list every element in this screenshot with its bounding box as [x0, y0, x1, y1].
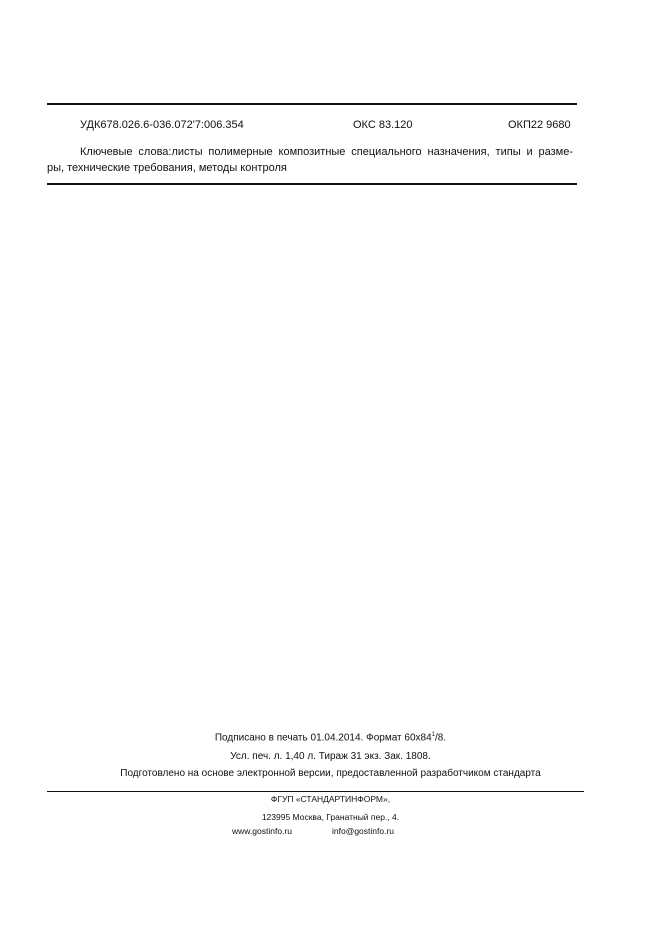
oks-code: ОКС 83.120	[353, 119, 413, 131]
keywords-block	[47, 144, 573, 176]
keywords-line-2: ры, технические требования, методы контроля	[47, 162, 287, 174]
format-suffix: /8.	[435, 732, 447, 744]
top-rule	[47, 103, 577, 105]
signed-text: Подписано в печать 01.04.2014. Формат 60x84	[214, 732, 432, 744]
prepared-note: Подготовлено на основе электронной версии, предоставленной разработчиком стандарта	[120, 768, 541, 779]
publisher-website[interactable]: www.gostinfo.ru	[232, 826, 292, 836]
okp-code: ОКП22 9680	[508, 119, 571, 131]
keywords-bottom-rule	[47, 183, 577, 185]
print-sheets: Усл. печ. л. 1,40 л. Тираж 31 экз. Зак. 1808.	[230, 751, 431, 762]
udk-code: УДК678.026.6-036.072'7:006.354	[80, 119, 244, 131]
keywords-line-1: Ключевые слова:листы полимерные композитные специального назначения, типы и разме-	[80, 146, 573, 158]
publisher-address: 123995 Москва, Гранатный пер., 4.	[261, 812, 400, 822]
imprint-rule	[47, 791, 584, 792]
signed-for-print	[0, 732, 661, 743]
format-superscript: 1	[431, 732, 435, 738]
publisher-email[interactable]: info@gostinfo.ru	[332, 826, 395, 836]
publisher-name: ФГУП «СТАНДАРТИНФОРМ»,	[270, 794, 391, 804]
